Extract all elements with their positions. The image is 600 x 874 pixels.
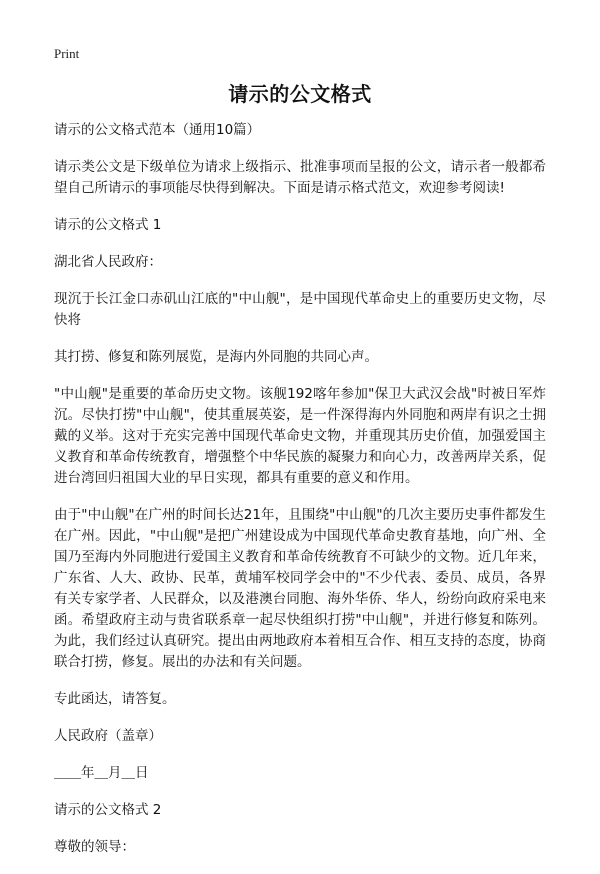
- print-link[interactable]: Print: [54, 46, 80, 61]
- salutation-2: 尊敬的领导：: [54, 839, 135, 855]
- closing-line: 专此函达，请答复。: [54, 691, 176, 707]
- section-heading-2: 请示的公文格式 2: [54, 802, 162, 818]
- subtitle-paragraph: 请示的公文格式范本（通用10篇）: [54, 122, 261, 138]
- document-title: 请示的公文格式: [228, 82, 372, 106]
- date-line: ＿＿年＿月＿日: [54, 765, 149, 781]
- salutation-1: 湖北省人民政府：: [54, 254, 162, 270]
- signature-seal: 人民政府（盖章）: [54, 728, 162, 744]
- body-paragraph-3: "中山舰"是重要的革命历史文物。该舰192喀年参加"保卫大武汉会战"时被日军炸沉。尽快打捞"中山舰"，使其重展英姿，是一件深得海内外同胞和两岸有识之士拥戴的义举。这对于充实完善中国现代革命史文物，并重现其历史价值，加强爱国主义教育和革命传统教育，增强整个中华民族的凝聚力和向心力，改善两岸关系，促进台湾回归祖国大业的早日实现，都具有重要的意义和作用。: [54, 386, 546, 486]
- document-body: [54, 120, 546, 874]
- section-heading-1: 请示的公文格式 1: [54, 217, 162, 233]
- body-paragraph-4: 由于"中山舰"在广州的时间长达21年，且围绕"中山舰"的几次主要历史事件都发生在广州。因此，"中山舰"是把广州建设成为中国现代革命史教育基地，向广州、全国乃至海内外同胞进行爱国主义教育和革命传统教育不可缺少的文物。近几年来，广东省、人大、政协、民革，黄埔军校同学会中的"不少代表、委员、成员，各界有关专家学者、人民群众，以及港澳台同胞、海外华侨、华人，纷纷向政府采电来函。希望政府主动与贵省联系章一起尽快组织打捞"中山舰"，并进行修复和陈列。为此，我们经过认真研究。提出由两地政府本着相互合作、相互支持的态度，协商联合打捞，修复。展出的办法和有关问题。: [54, 507, 546, 670]
- body-paragraph-1: 现沉于长江金口赤矶山江底的"中山舰"，是中国现代革命史上的重要历史文物，尽快将: [54, 291, 546, 328]
- intro-paragraph: 请示类公文是下级单位为请求上级指示、批准事项而呈报的公文，请示者一般都希望自己所请示的事项能尽快得到解决。下面是请示格式范文，欢迎参考阅读!: [54, 159, 546, 196]
- body-paragraph-2: 其打捞、修复和陈列展览，是海内外同胞的共同心声。: [54, 349, 378, 365]
